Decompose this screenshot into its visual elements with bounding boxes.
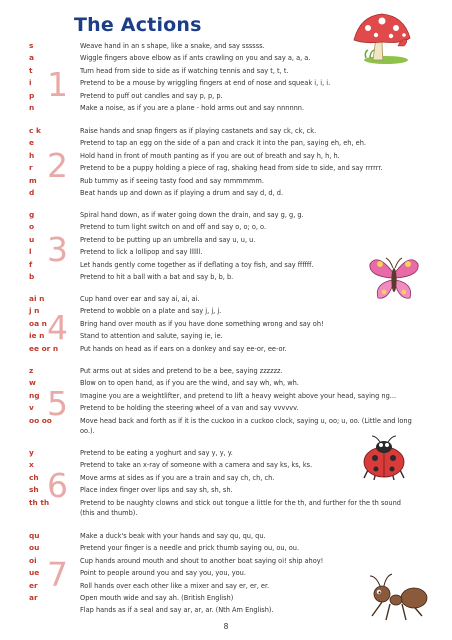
letter-label: oa n: [29, 318, 47, 328]
letter-label: v: [29, 403, 34, 413]
letter-label: s: [29, 41, 34, 50]
action-list: [80, 209, 410, 283]
group-number: 6: [47, 466, 68, 505]
action-line: Pretend your finger is a needle and prick thumb saying ou, ou, ou.: [80, 544, 300, 553]
action-line: Pretend to lick a lollipop and say llllll.: [80, 248, 203, 257]
letter-label: ch: [29, 472, 39, 482]
letter-label: y: [29, 448, 34, 457]
letter-label: ng: [29, 390, 40, 400]
letter-label: p: [29, 90, 35, 100]
action-line: Move head back and forth as if it is the cuckoo in a cuckoo clock, saying u, oo; u, oo. (Little and long oo.).: [80, 416, 412, 436]
letter-label: z: [29, 366, 34, 375]
action-line: Hold hand in front of mouth panting as if you are out of breath and say h, h, h.: [80, 151, 340, 160]
action-line: Spiral hand down, as if water going down the drain, and say g, g, g.: [80, 211, 304, 219]
action-line: Beat hands up and down as if playing a drum and say d, d, d.: [80, 189, 284, 198]
action-line: Pretend to turn light switch on and off and say o, o; o, o.: [80, 223, 267, 232]
letter-label: i: [29, 78, 32, 88]
action-line: Pretend to wobble on a plate and say j, j, j.: [80, 307, 222, 316]
letter-label: j n: [29, 306, 40, 316]
action-line: Pretend to tap an egg on the side of a pan and crack it into the pan, saying eh, eh, eh.: [80, 139, 366, 148]
letter-label: ee or n: [29, 343, 59, 353]
letter-label: d: [29, 187, 35, 197]
letter-label: ie n: [29, 331, 45, 341]
letter-label: ue: [29, 568, 40, 578]
action-line: Pretend to be holding the steering wheel of a van and say vvvvvv.: [80, 404, 299, 413]
letter-label: e: [29, 138, 35, 148]
action-line: Put arms out at sides and pretend to be a bee, saying zzzzzz.: [80, 367, 283, 375]
action-line: Roll hands over each other like a mixer and say er, er, er.: [80, 581, 270, 590]
action-line: Bring hand over mouth as if you have done something wrong and say oh!: [80, 319, 324, 328]
letter-label: c k: [29, 126, 41, 135]
group-number: 2: [47, 146, 68, 185]
action-line: Flap hands as if a seal and say ar, ar, ar. (Nth Am English).: [80, 606, 274, 615]
ant-illustration: [364, 572, 434, 624]
action-line: Cup hand over ear and say ai, ai, ai.: [80, 295, 200, 303]
letter-label: x: [29, 460, 34, 470]
letter-label: sh: [29, 485, 39, 495]
action-list: [80, 125, 410, 199]
letter-label: t: [29, 65, 33, 75]
group-number: 7: [47, 555, 68, 594]
action-line: Pretend to be a puppy holding a piece of rag, shaking head from side to side, and say rrrrrr.: [80, 164, 383, 173]
action-list: [80, 447, 410, 519]
action-line: Wiggle fingers above elbow as if ants crawling on you and say a, a, a.: [80, 54, 311, 63]
action-line: Turn head from side to side as if watching tennis and say t, t, t.: [80, 66, 289, 75]
letter-label: th th: [29, 497, 50, 507]
letter-label: h: [29, 150, 35, 160]
action-line: Blow on to open hand, as if you are the wind, and say wh, wh, wh.: [80, 379, 299, 388]
action-line: Raise hands and snap fingers as if playing castanets and say ck, ck, ck.: [80, 127, 317, 135]
letter-label: u: [29, 234, 35, 244]
action-line: Weave hand in an s shape, like a snake, and say ssssss.: [80, 42, 265, 50]
action-line: Place index finger over lips and say sh, sh, sh.: [80, 486, 233, 495]
action-line: Rub tummy as if seeing tasty food and say mmmmmm.: [80, 176, 264, 185]
letter-label: n: [29, 102, 35, 112]
action-line: Pretend to be eating a yoghurt and say y, y, y.: [80, 449, 233, 457]
letter-label: r: [29, 163, 33, 173]
letter-label: g: [29, 210, 35, 219]
action-line: Make a duck's beak with your hands and say qu, qu, qu.: [80, 532, 266, 540]
page-number: 8: [223, 622, 229, 631]
action-line: Pretend to be a mouse by wriggling fingers at end of nose and squeak i, i, i.: [80, 79, 331, 88]
action-line: Cup hands around mouth and shout to another boat saying oi! ship ahoy!: [80, 556, 324, 565]
action-line: Point to people around you and say you, you, you.: [80, 569, 246, 578]
letter-label: a: [29, 53, 34, 63]
group-number: 3: [47, 230, 68, 269]
letter-label: b: [29, 271, 35, 281]
action-line: Stand to attention and salute, saying ie, ie.: [80, 332, 223, 341]
action-line: Pretend to be putting up an umbrella and say u, u, u.: [80, 235, 256, 244]
letter-label: ou: [29, 543, 40, 553]
letter-label: oi: [29, 555, 37, 565]
action-line: Open mouth wide and say ah. (British English): [80, 594, 234, 603]
action-line: Let hands gently come together as if deflating a toy fish, and say ffffff.: [80, 260, 314, 269]
action-list: [80, 530, 410, 617]
action-line: Put hands on head as if ears on a donkey and say ee-or, ee-or.: [80, 344, 287, 353]
page-title: The Actions: [74, 14, 202, 36]
action-line: Pretend to take an x-ray of someone with a camera and say ks, ks, ks.: [80, 461, 313, 470]
letter-label: m: [29, 175, 37, 185]
action-line: Move arms at sides as if you are a train and say ch, ch, ch.: [80, 473, 275, 482]
action-line: Pretend to hit a ball with a bat and say b, b, b.: [80, 273, 234, 282]
letter-label: er: [29, 580, 38, 590]
action-line: Make a noise, as if you are a plane - hold arms out and say nnnnnn.: [80, 104, 305, 113]
letter-label: o: [29, 222, 35, 232]
letter-label: ai n: [29, 294, 45, 303]
group-number: 1: [47, 65, 68, 104]
letter-label: oo oo: [29, 415, 52, 425]
letter-label: ar: [29, 592, 38, 602]
letter-label: f: [29, 259, 33, 269]
letter-label: l: [29, 247, 32, 257]
action-line: Pretend to puff out candles and say p, p, p.: [80, 91, 223, 100]
action-list: [80, 40, 410, 114]
action-line: Imagine you are a weightlifter, and pretend to lift a heavy weight above your head, saying ng...: [80, 391, 397, 400]
group-number: 4: [47, 308, 68, 347]
letter-label: qu: [29, 531, 40, 540]
action-list: [80, 365, 420, 437]
action-line: Pretend to be naughty clowns and stick out tongue a little for the th, and further for the th sound (this and thumb).: [80, 498, 401, 518]
group-number: 5: [47, 384, 68, 423]
letter-label: w: [29, 378, 36, 388]
action-list: [80, 293, 410, 355]
